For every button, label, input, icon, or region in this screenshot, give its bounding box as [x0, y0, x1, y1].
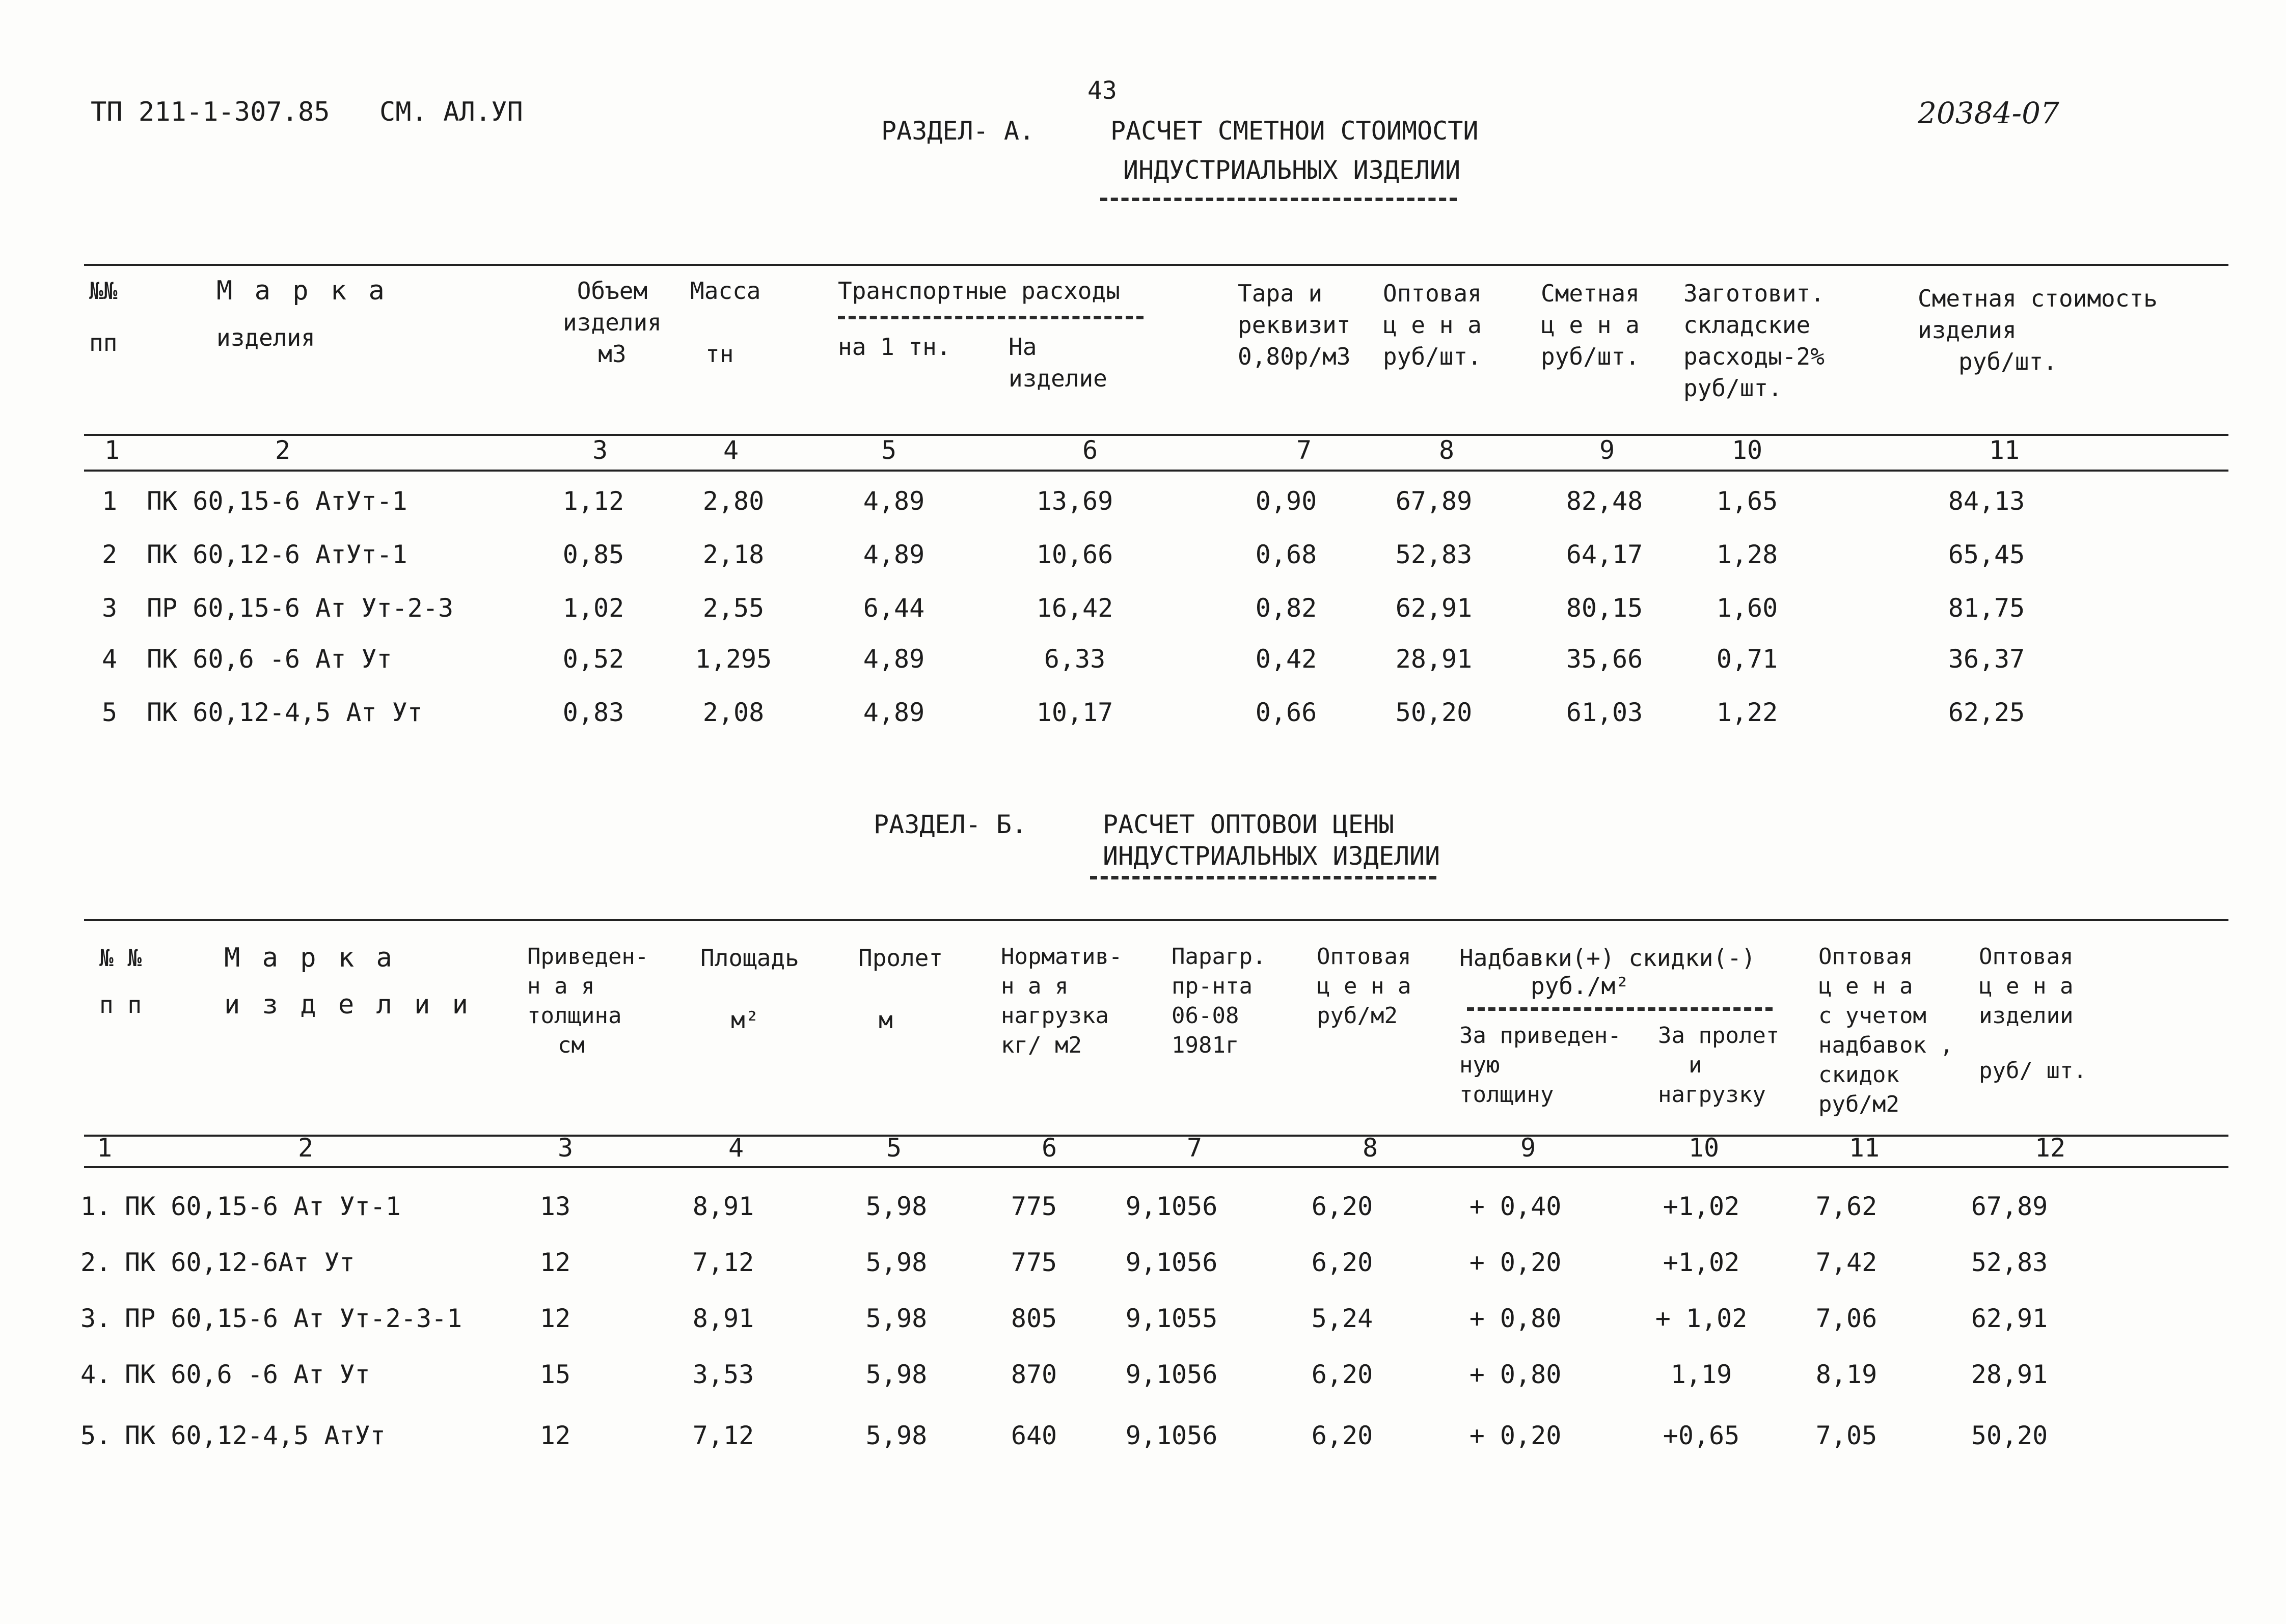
- b-col-area-header: Площадь м²: [700, 944, 799, 1034]
- a-cell: 4,89: [863, 540, 925, 569]
- a-col-wholesale-header: Оптовая ц е н а руб/шт.: [1383, 280, 1482, 370]
- column-number: 9: [1599, 435, 1615, 465]
- b-cell: 6,20: [1311, 1248, 1373, 1277]
- column-number: 7: [1186, 1133, 1203, 1163]
- a-cell: 0,66: [1255, 698, 1317, 727]
- b-cell: 9,1056: [1125, 1248, 1218, 1277]
- b-col-mark-header: М а р к а и з д е л и и: [224, 943, 471, 1020]
- a-col-transport-per-item-header: На изделие: [1009, 333, 1107, 392]
- column-number: 11: [1848, 1133, 1880, 1163]
- a-header-rule-2: [84, 470, 2228, 472]
- b-cell: 12: [539, 1304, 571, 1333]
- a-cell: 1,28: [1716, 540, 1778, 569]
- b-cell: 3.: [80, 1304, 112, 1333]
- a-col-mark-header: М а р к а изделия: [216, 276, 388, 351]
- column-number: 5: [881, 435, 897, 465]
- a-col-transport-per-t-header: на 1 тн.: [838, 333, 951, 361]
- b-col-surcharges-unit: руб./м²: [1531, 972, 1629, 1000]
- a-cell: 13,69: [1036, 486, 1113, 516]
- column-number: 3: [592, 435, 608, 465]
- b-cell: 870: [1011, 1360, 1057, 1389]
- b-cell: 6,20: [1311, 1421, 1373, 1450]
- b-cell: + 0,20: [1469, 1421, 1562, 1450]
- b-cell: 775: [1011, 1192, 1057, 1221]
- b-cell: 3,53: [692, 1360, 754, 1389]
- b-cell: 805: [1011, 1304, 1057, 1333]
- column-number: 6: [1082, 435, 1098, 465]
- b-cell: 8,91: [692, 1192, 754, 1221]
- b-col-span-header: Пролет м: [858, 944, 943, 1034]
- b-cell: 5.: [80, 1421, 112, 1450]
- column-number: 9: [1520, 1133, 1536, 1163]
- a-cell: 62,91: [1395, 593, 1473, 623]
- column-number: 2: [297, 1133, 314, 1163]
- b-cell: 8,19: [1815, 1360, 1877, 1389]
- b-cell: 6,20: [1311, 1360, 1373, 1389]
- section-b-title-underline: [1090, 876, 1436, 879]
- a-cell: 1,22: [1716, 698, 1778, 727]
- a-cell: 64,17: [1566, 540, 1643, 569]
- a-col-tare-header: Тара и реквизит 0,80р/м3: [1238, 280, 1351, 370]
- a-col-estimate-price-header: Сметная ц е н а руб/шт.: [1541, 280, 1640, 370]
- a-cell: 0,42: [1255, 644, 1317, 674]
- b-cell: 1,19: [1670, 1360, 1732, 1389]
- a-cell: 10,17: [1036, 698, 1113, 727]
- a-cell: 4,89: [863, 486, 925, 516]
- album-reference: СМ. АЛ.УП: [379, 97, 523, 127]
- b-cell: + 0,80: [1469, 1360, 1562, 1389]
- column-number: 3: [557, 1133, 574, 1163]
- b-cell: 5,98: [865, 1421, 928, 1450]
- a-cell: 16,42: [1036, 593, 1113, 623]
- b-cell: 7,12: [692, 1421, 754, 1450]
- column-number: 2: [275, 435, 291, 465]
- b-cell: 7,42: [1815, 1248, 1877, 1277]
- column-number: 1: [96, 1133, 113, 1163]
- b-cell: 7,12: [692, 1248, 754, 1277]
- a-cell: ПК 60,12-4,5 Ат Ут: [147, 698, 423, 727]
- a-cell: 0,85: [562, 540, 624, 569]
- archive-number: 20384-07: [1918, 96, 2059, 130]
- a-cell: ПК 60,6 -6 Ат Ут: [147, 644, 392, 674]
- a-cell: 1,02: [562, 593, 624, 623]
- a-cell: 2,80: [702, 486, 765, 516]
- a-cell: 61,03: [1566, 698, 1643, 727]
- column-number: 10: [1731, 435, 1763, 465]
- b-cell: ПК 60,6 -6 Ат Ут: [125, 1360, 370, 1389]
- a-cell: 80,15: [1566, 593, 1643, 623]
- b-cell: 9,1056: [1125, 1421, 1218, 1450]
- b-col-surcharges-header: Надбавки(+) скидки(-): [1459, 944, 1756, 972]
- a-cell: 65,45: [1948, 540, 2025, 569]
- b-col-sur-span-header: За пролет и нагрузку: [1658, 1023, 1780, 1108]
- a-cell: 0,83: [562, 698, 624, 727]
- b-cell: 5,98: [865, 1360, 928, 1389]
- section-a-title-underline: [1100, 198, 1457, 201]
- a-col-mass-header: Масса тн: [690, 277, 761, 368]
- a-cell: ПР 60,15-6 Ат Ут-2-3: [147, 593, 454, 623]
- b-cell: 67,89: [1971, 1192, 2048, 1221]
- a-cell: 0,68: [1255, 540, 1317, 569]
- b-cell: 5,98: [865, 1248, 928, 1277]
- a-cell: 6,44: [863, 593, 925, 623]
- a-cell: 4: [102, 644, 118, 674]
- b-cell: + 0,20: [1469, 1248, 1562, 1277]
- a-cell: 82,48: [1566, 486, 1643, 516]
- a-cell: 2: [102, 540, 118, 569]
- b-cell: 9,1055: [1125, 1304, 1218, 1333]
- a-col-volume-header: Объем изделия м3: [563, 277, 662, 368]
- b-header-rule-2: [84, 1166, 2228, 1168]
- section-a-label: РАЗДЕЛ- А.: [881, 116, 1035, 146]
- column-number: 4: [723, 435, 739, 465]
- a-cell: 50,20: [1395, 698, 1473, 727]
- column-number: 10: [1688, 1133, 1720, 1163]
- b-cell: 5,98: [865, 1192, 928, 1221]
- a-cell: 1,65: [1716, 486, 1778, 516]
- b-cell: 50,20: [1971, 1421, 2048, 1450]
- a-cell: 36,37: [1948, 644, 2025, 674]
- a-cell: 62,25: [1948, 698, 2025, 727]
- b-cell: 62,91: [1971, 1304, 2048, 1333]
- b-col-num-header: № № п п: [99, 944, 142, 1019]
- a-cell: 35,66: [1566, 644, 1643, 674]
- a-cell: 81,75: [1948, 593, 2025, 623]
- a-cell: 52,83: [1395, 540, 1473, 569]
- a-cell: 2,55: [702, 593, 765, 623]
- section-b-title-line2: ИНДУСТРИАЛЬНЫХ ИЗДЕЛИИ: [1103, 841, 1440, 871]
- column-number: 7: [1296, 435, 1312, 465]
- a-cell: 6,33: [1044, 644, 1106, 674]
- section-b-title-line1: РАСЧЕТ ОПТОВОИ ЦЕНЫ: [1103, 810, 1394, 839]
- a-cell: 5: [102, 698, 118, 727]
- b-cell: 7,62: [1815, 1192, 1877, 1221]
- b-col-thickness-header: Приведен- н а я толщина см: [527, 944, 649, 1058]
- column-number: 12: [2034, 1133, 2066, 1163]
- a-cell: 2,08: [702, 698, 765, 727]
- b-cell: 28,91: [1971, 1360, 2048, 1389]
- b-cell: 52,83: [1971, 1248, 2048, 1277]
- b-cell: 6,20: [1311, 1192, 1373, 1221]
- a-cell: 10,66: [1036, 540, 1113, 569]
- column-number: 5: [886, 1133, 902, 1163]
- b-surcharges-divider: [1467, 1007, 1773, 1011]
- a-col-procurement-header: Заготовит. складские расходы-2% руб/шт.: [1683, 280, 1825, 402]
- a-transport-divider: [838, 316, 1144, 319]
- b-cell: 5,98: [865, 1304, 928, 1333]
- page-number: 43: [1087, 76, 1117, 105]
- b-cell: + 0,40: [1469, 1192, 1562, 1221]
- column-number: 4: [728, 1133, 744, 1163]
- a-cell: 1,60: [1716, 593, 1778, 623]
- b-cell: 9,1056: [1125, 1360, 1218, 1389]
- b-cell: 640: [1011, 1421, 1057, 1450]
- b-cell: ПК 60,12-6Ат Ут: [125, 1248, 355, 1277]
- a-cell: 4,89: [863, 644, 925, 674]
- b-col-price-adjusted-header: Оптовая ц е н а с учетом надбавок , скидок руб/м2: [1818, 944, 1953, 1117]
- column-number: 8: [1362, 1133, 1378, 1163]
- section-a-top-rule: [84, 264, 2228, 266]
- b-col-load-header: Норматив- н а я нагрузка кг/ м2: [1001, 944, 1123, 1058]
- a-cell: 0,71: [1716, 644, 1778, 674]
- column-number: 11: [1989, 435, 2020, 465]
- b-col-price-item-header: Оптовая ц е н а изделии руб/ шт.: [1979, 944, 2087, 1084]
- b-cell: 12: [539, 1248, 571, 1277]
- a-cell: 84,13: [1948, 486, 2025, 516]
- a-cell: 0,90: [1255, 486, 1317, 516]
- b-cell: 8,91: [692, 1304, 754, 1333]
- b-cell: ПК 60,15-6 Ат Ут-1: [125, 1192, 401, 1221]
- a-col-transport-header: Транспортные расходы: [838, 277, 1120, 305]
- a-cell: 1,295: [695, 644, 772, 674]
- a-cell: 3: [102, 593, 118, 623]
- b-cell: +0,65: [1663, 1421, 1740, 1450]
- a-cell: ПК 60,15-6 АтУт-1: [147, 486, 407, 516]
- b-cell: 1.: [80, 1192, 112, 1221]
- a-col-num-header: №№ пп: [89, 277, 118, 356]
- section-a-title-line2: ИНДУСТРИАЛЬНЫХ ИЗДЕЛИИ: [1123, 155, 1461, 185]
- a-cell: 1,12: [562, 486, 624, 516]
- column-number: 1: [104, 435, 120, 465]
- b-cell: + 1,02: [1655, 1304, 1748, 1333]
- a-cell: 0,82: [1255, 593, 1317, 623]
- b-cell: 12: [539, 1421, 571, 1450]
- b-cell: +1,02: [1663, 1248, 1740, 1277]
- b-cell: 15: [539, 1360, 571, 1389]
- b-cell: +1,02: [1663, 1192, 1740, 1221]
- column-number: 8: [1438, 435, 1455, 465]
- b-col-sur-thickness-header: За приведен- ную толщину: [1459, 1023, 1621, 1108]
- a-cell: 1: [102, 486, 118, 516]
- a-col-estimate-cost-header: Сметная стоимость изделия руб/шт.: [1918, 285, 2158, 375]
- a-cell: 28,91: [1395, 644, 1473, 674]
- section-b-top-rule: [84, 919, 2228, 921]
- b-cell: + 0,80: [1469, 1304, 1562, 1333]
- b-cell: 13: [539, 1192, 571, 1221]
- b-cell: 775: [1011, 1248, 1057, 1277]
- b-cell: 5,24: [1311, 1304, 1373, 1333]
- b-cell: ПК 60,12-4,5 АтУт: [125, 1421, 386, 1450]
- section-a-title-line1: РАСЧЕТ СМЕТНОИ СТОИМОСТИ: [1110, 116, 1479, 146]
- a-cell: 4,89: [863, 698, 925, 727]
- b-cell: 4.: [80, 1360, 112, 1389]
- b-cell: ПР 60,15-6 Ат Ут-2-3-1: [125, 1304, 462, 1333]
- b-col-wholesale-m2-header: Оптовая ц е н а руб/м2: [1317, 944, 1411, 1029]
- doc-code: ТП 211-1-307.85: [91, 97, 330, 127]
- a-cell: 67,89: [1395, 486, 1473, 516]
- b-cell: 7,05: [1815, 1421, 1877, 1450]
- b-col-paragraph-header: Парагр. пр-нта 06-08 1981г: [1172, 944, 1266, 1058]
- section-b-label: РАЗДЕЛ- Б.: [874, 810, 1027, 839]
- b-header-rule-1: [84, 1135, 2228, 1137]
- b-cell: 2.: [80, 1248, 112, 1277]
- a-cell: 0,52: [562, 644, 624, 674]
- a-cell: 2,18: [702, 540, 765, 569]
- a-header-rule-1: [84, 434, 2228, 436]
- b-cell: 7,06: [1815, 1304, 1877, 1333]
- a-cell: ПК 60,12-6 АтУт-1: [147, 540, 407, 569]
- b-cell: 9,1056: [1125, 1192, 1218, 1221]
- column-number: 6: [1041, 1133, 1057, 1163]
